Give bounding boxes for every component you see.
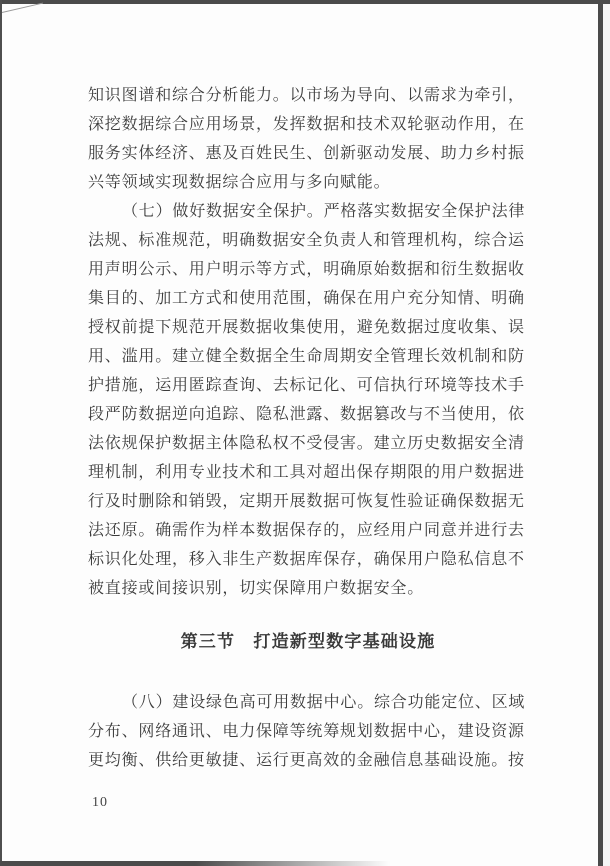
text-line: 知识图谱和综合分析能力。以市场为导向、以需求为牵引， [88, 87, 525, 104]
paragraph [88, 81, 528, 197]
scan-edge-right [598, 0, 603, 866]
text-line: 分布、网络通讯、电力保障等统筹规划数据中心，建设资源 [88, 723, 525, 740]
text-line: 法依规保护数据主体隐私权不受侵害。建立历史数据安全清 [88, 435, 525, 452]
section-heading: 第三节 打造新型数字基础设施 [180, 632, 436, 651]
text-line: （七）做好数据安全保护。严格落实数据安全保护法律 [122, 203, 526, 220]
text-line: 用、滥用。建立健全数据全生命周期安全管理长效机制和防 [88, 348, 525, 365]
text-line: 服务实体经济、惠及百姓民生、创新驱动发展、助力乡村振 [88, 145, 525, 162]
text-line: 标识化处理，移入非生产数据库保存，确保用户隐私信息不 [88, 551, 525, 568]
text-line: 深挖数据综合应用场景，发挥数据和技术双轮驱动作用，在 [88, 116, 525, 133]
text-line: 授权前提下规范开展数据收集使用，避免数据过度收集、误 [88, 319, 525, 336]
text-line: 段严防数据逆向追踪、隐私泄露、数据篡改与不当使用，依 [88, 406, 525, 423]
text-line: 法还原。确需作为样本数据保存的，应经用户同意并进行去 [88, 522, 525, 539]
text-line: 更均衡、供给更敏捷、运行更高效的金融信息基础设施。按 [88, 752, 525, 769]
document-body [88, 81, 528, 775]
text-line: 集目的、加工方式和使用范围，确保在用户充分知情、明确 [88, 290, 525, 307]
scan-right-sliver [603, 4, 610, 866]
page-corner-line [2, 3, 43, 13]
paragraph [88, 197, 528, 603]
text-line: 法规、标准规范，明确数据安全负责人和管理机构，综合运 [88, 232, 525, 249]
page-number: 10 [92, 795, 108, 810]
text-line: 行及时删除和销毁，定期开展数据可恢复性验证确保数据无 [88, 493, 525, 510]
text-line: 护措施，运用匿踪查询、去标记化、可信执行环境等技术手 [88, 377, 525, 394]
text-line: 被直接或间接识别，切实保障用户数据安全。 [88, 580, 425, 597]
text-line: 理机制，利用专业技术和工具对超出保存期限的用户数据进 [88, 464, 525, 481]
paragraph [88, 688, 528, 775]
text-line: （八）建设绿色高可用数据中心。综合功能定位、区域 [122, 694, 526, 711]
text-line: 用声明公示、用户明示等方式，明确原始数据和衍生数据收 [88, 261, 525, 278]
text-line: 兴等领域实现数据综合应用与多向赋能。 [88, 174, 391, 191]
scan-edge-bottom [0, 861, 390, 866]
scan-edge-left [0, 0, 2, 866]
scan-edge-top [0, 0, 610, 4]
